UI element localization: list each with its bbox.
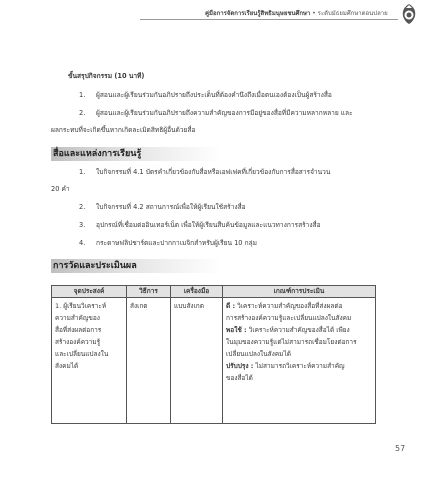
criteria-cell — [223, 298, 376, 424]
summary-item-number: 1. — [79, 91, 86, 99]
objective-line: สื่อที่ส่งผลต่อการ — [55, 326, 102, 334]
media-item-number: 3. — [79, 221, 86, 229]
section-title-evaluation: การวัดและประเมินผล — [53, 261, 137, 271]
evaluation-table — [51, 285, 376, 424]
summary-item-number: 2. — [79, 109, 86, 117]
running-header — [205, 8, 395, 18]
header-title: คู่มือการจัดการเรียนรู้สิทธิมนุษยชนศึกษา — [205, 10, 311, 17]
criteria-text: วิเคราะห์ความสำคัญของสื่อได้ เพียง — [246, 326, 350, 334]
emblem-icon — [399, 3, 419, 25]
section-bar-evaluation — [51, 259, 221, 273]
summary-heading: ขั้นสรุปกิจกรรม (10 นาที) — [68, 72, 145, 80]
summary-item-text: ผู้สอนและผู้เรียนร่วมกันอภิปรายถึงประเด็นที่ต้องคำนึงถึงเมื่อตนเองต้องเป็นผู้สร้างสื่อ — [96, 91, 332, 99]
column-header-tool: เครื่องมือ — [171, 286, 223, 298]
table-header-row — [52, 286, 376, 298]
table-row — [52, 298, 376, 424]
objective-line: 1. ผู้เรียนวิเคราะห์ — [55, 302, 107, 310]
page-number: 57 — [395, 444, 406, 453]
media-item-number: 2. — [79, 203, 86, 211]
summary-item-text: ผู้สอนและผู้เรียนร่วมกันอภิปรายถึงความสำคัญของการมีอยู่ของสื่อที่มีความหลากหลาย และ — [96, 109, 353, 117]
objective-line: ความสำคัญของ — [55, 314, 100, 322]
objective-line: สังคมได้ — [55, 362, 79, 370]
media-item-text: ใบกิจกรรมที่ 4.1 บัตรคำเกี่ยวข้องกับสื่อหรือเอฟเฟคที่เกี่ยวข้องกับการสื่อสารจำนวน — [96, 168, 331, 176]
criteria-fair — [226, 324, 372, 336]
media-item-continuation: 20 คำ — [51, 185, 70, 193]
header-rule — [140, 19, 398, 20]
criteria-label: พอใช้ : — [226, 326, 247, 334]
media-item-text: กระดาษฟลิปชาร์ตและปากกาเมจิกสำหรับผู้เรียน 10 กลุ่ม — [96, 239, 257, 247]
summary-continuation: ผลกระทบที่จะเกิดขึ้นหากเกิดละเมิดสิทธิผู้อื่นด้วยสื่อ — [51, 126, 196, 134]
criteria-improve — [226, 360, 372, 372]
criteria-good — [226, 300, 372, 312]
objective-line: สร้างองค์ความรู้ — [55, 338, 101, 346]
criteria-label: ดี : — [226, 302, 236, 310]
media-item-text: อุปกรณ์ที่เชื่อมต่ออินเทอร์เน็ต เพื่อให้ผู้เรียนสืบค้นข้อมูลและแนวทางการสร้างสื่อ — [96, 221, 321, 229]
criteria-text: ในมุมของความรู้แต่ไม่สามารถเชื่อมโยงต่อการ — [226, 338, 357, 346]
criteria-text: การสร้างองค์ความรู้และเปลี่ยนแปลงในสังคม — [226, 314, 352, 322]
criteria-text: ของสื่อได้ — [226, 374, 253, 382]
criteria-label: ปรับปรุง : — [226, 362, 254, 370]
method-value: สังเกต — [130, 302, 148, 310]
column-header-method: วิธีการ — [127, 286, 171, 298]
tool-value: แบบสังเกต — [174, 302, 204, 310]
column-header-criteria: เกณฑ์การประเมิน — [223, 286, 376, 298]
column-header-objective: จุดประสงค์ — [52, 286, 127, 298]
criteria-text: ไม่สามารถวิเคราะห์ความสำคัญ — [253, 362, 345, 370]
objective-line: และเปลี่ยนแปลงใน — [55, 350, 109, 358]
media-item-number: 1. — [79, 168, 86, 176]
section-title-media: สื่อและแหล่งการเรียนรู้ — [53, 149, 142, 159]
header-subtitle: • ระดับมัธยมศึกษาตอนปลาย — [310, 10, 388, 17]
criteria-text: วิเคราะห์ความสำคัญของสื่อที่ส่งผลต่อ — [235, 302, 343, 310]
method-cell — [127, 298, 171, 424]
tool-cell — [171, 298, 223, 424]
section-bar-media — [51, 147, 221, 161]
objective-cell — [52, 298, 127, 424]
criteria-text: เปลี่ยนแปลงในสังคมได้ — [226, 350, 291, 358]
media-item-number: 4. — [79, 239, 86, 247]
media-item-text: ใบกิจกรรมที่ 4.2 สถานการณ์เพื่อให้ผู้เรียนใช้สร้างสื่อ — [96, 203, 246, 211]
